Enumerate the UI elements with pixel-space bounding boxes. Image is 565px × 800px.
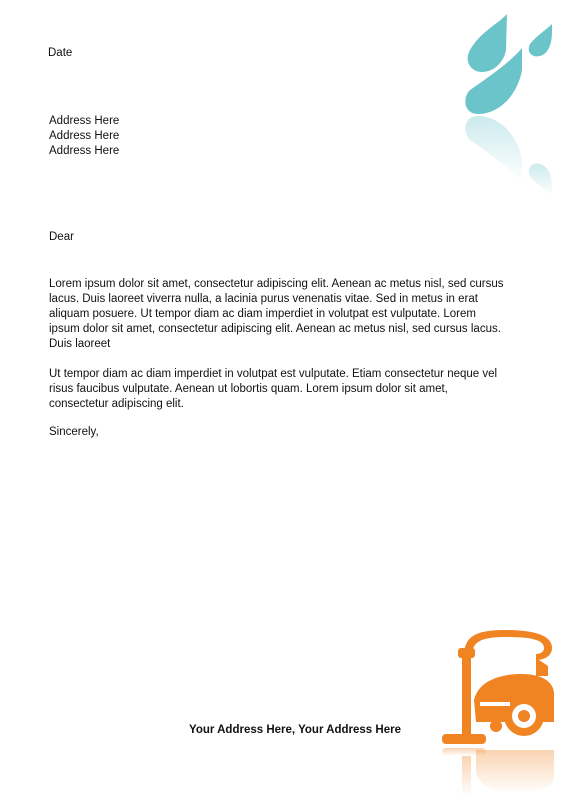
closing: Sincerely, (49, 426, 99, 438)
recipient-address (49, 114, 119, 159)
greeting: Dear (49, 231, 74, 243)
water-drops-icon (460, 10, 560, 210)
vacuum-cleaner-icon (436, 626, 561, 798)
address-line: Address Here (49, 115, 120, 127)
letter-body (49, 277, 509, 427)
address-line: Address Here (49, 130, 120, 142)
address-line: Address Here (49, 145, 120, 157)
footer-address: Your Address Here, Your Address Here (189, 724, 401, 736)
date-label: Date (48, 47, 73, 59)
body-paragraph: Ut tempor diam ac diam imperdiet in volutpat est vulputate. Etiam consectetur neque vel risus faucibus vulputate. Aenean ut lobortis quam. Lorem ipsum dolor sit amet, consectetur adipiscing elit. (49, 368, 498, 410)
body-paragraph: Lorem ipsum dolor sit amet, consectetur adipiscing elit. Aenean ac metus nisl, sed cursus lacus. Duis laoreet viverra nulla, a lacinia purus venenatis vitae. Sed in metus in erat aliquam posuere. Ut tempor diam ac diam imperdiet in volutpat est vulputate. Lorem ipsum dolor sit amet, consectetur adipiscing elit. Aenean ac metus nisl, sed cursus lacus. Duis laoreet (49, 278, 504, 350)
